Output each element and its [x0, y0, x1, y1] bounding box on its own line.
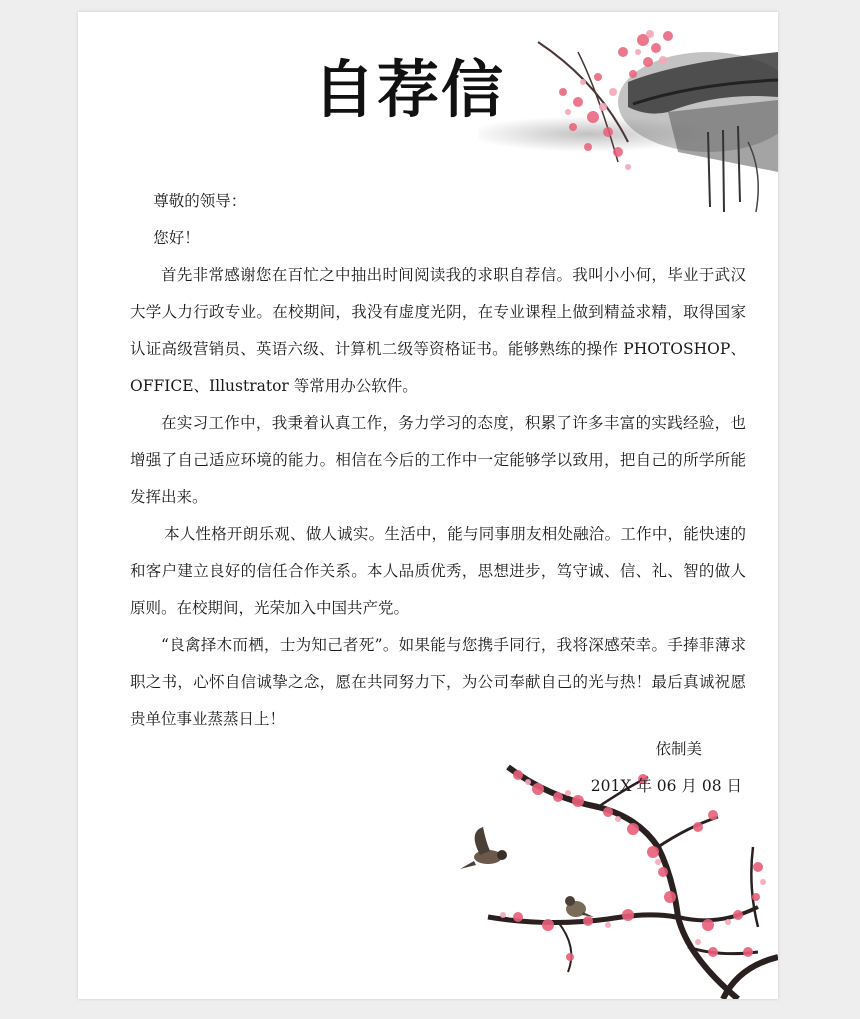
page-title: 自荐信	[312, 53, 505, 126]
greeting: 尊敬的领导：	[153, 192, 247, 210]
signature: 依制美	[655, 740, 702, 758]
letter-body	[130, 183, 746, 738]
letter-page	[78, 12, 778, 999]
flying-bird-icon	[460, 827, 507, 869]
paragraph-4: “良禽择木而栖，士为知己者死”。如果能与您携手同行，我将深感荣幸。手捧菲薄求职之书，心怀自信诚挚之念，愿在共同努力下，为公司奉献自己的光与热！最后真诚祝愿贵单位事业蒸蒸日上！	[130, 636, 746, 728]
paragraph-3: 本人性格开朗乐观、做人诚实。生活中，能与同事朋友相处融洽。工作中，能快速的和客户建立良好的信任合作关系。本人品质优秀，思想进步，笃守诚、信、礼、智的做人原则。在校期间，光荣加入中国共产党。	[130, 525, 746, 617]
perched-bird-icon	[565, 896, 594, 917]
paragraph-2: 在实习工作中，我秉着认真工作，务力学习的态度，积累了许多丰富的实践经验，也增强了自己适应环境的能力。相信在今后的工作中一定能够学以致用，把自己的所学所能发挥出来。	[130, 414, 746, 506]
paragraph-1: 首先非常感谢您在百忙之中抽出时间阅读我的求职自荐信。我叫小小何，毕业于武汉大学人力行政专业。在校期间，我没有虚度光阴，在专业课程上做到精益求精，取得国家认证高级营销员、英语六级、计算机二级等资格证书。能够熟练的操作 PHOTOSHOP、OFFICE、Illustrator 等常用办公软件。	[130, 266, 746, 395]
salutation: 您好！	[153, 229, 200, 247]
letter-date: 201X 年 06 月 08 日	[590, 777, 742, 795]
